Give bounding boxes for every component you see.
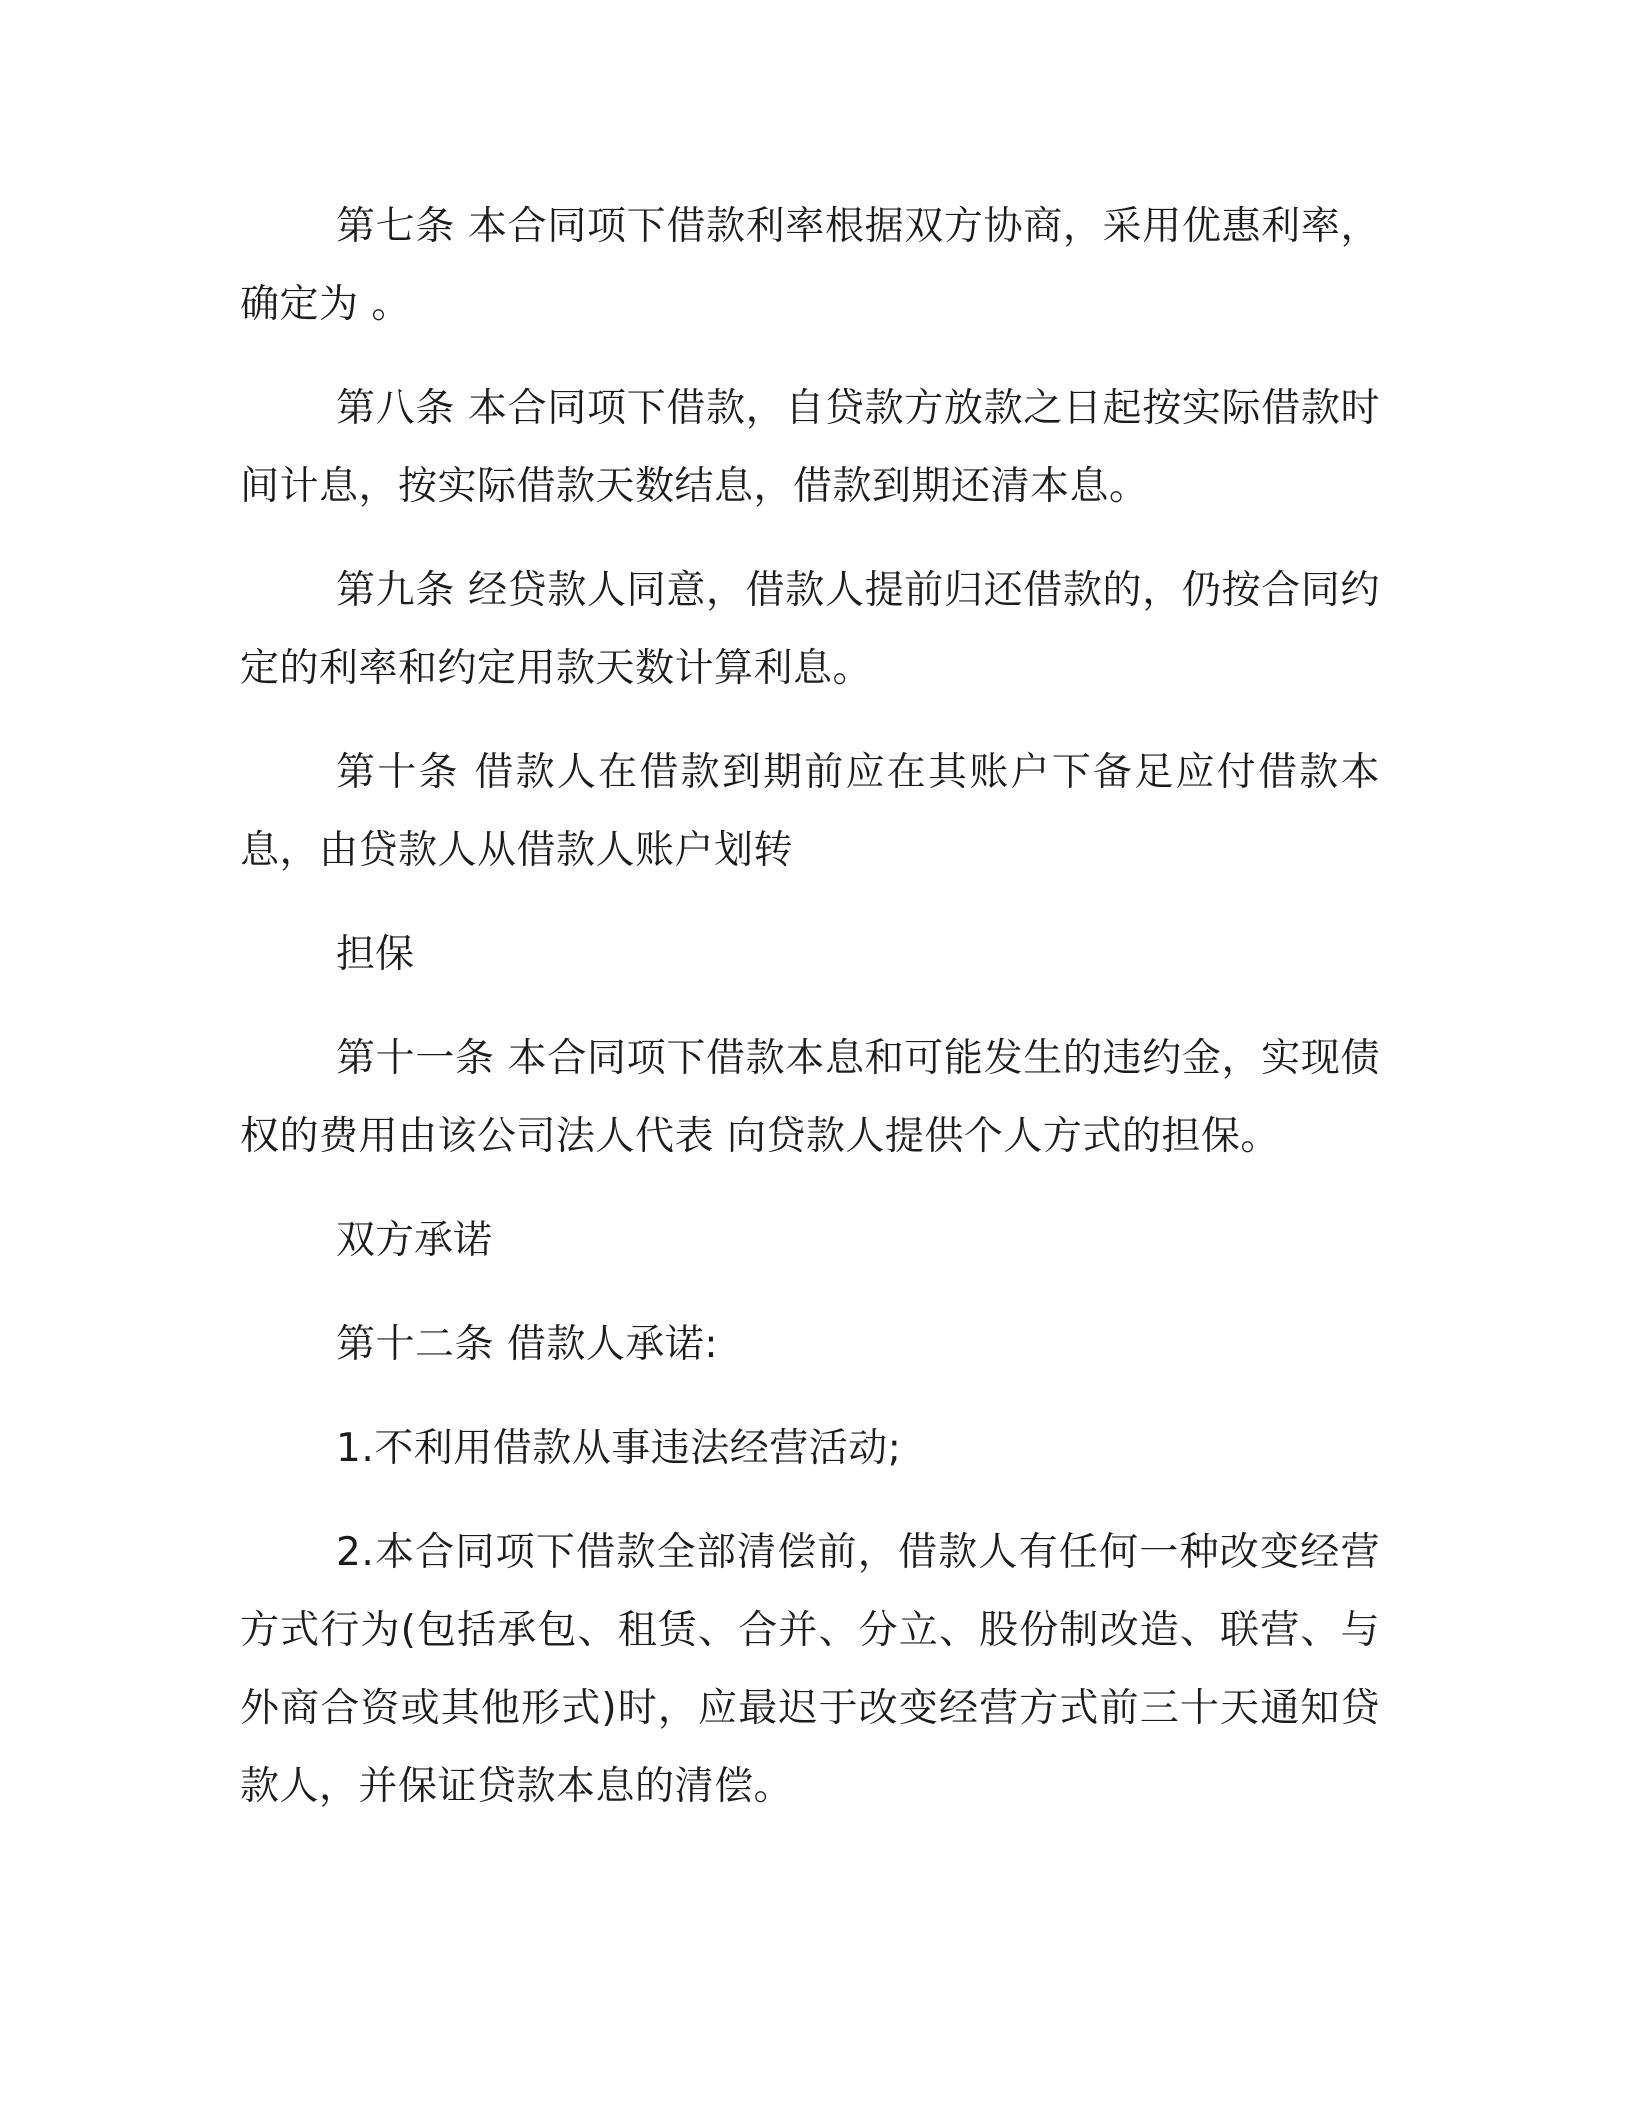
document-page [240, 188, 1380, 1852]
article-11: 第十一条 本合同项下借款本息和可能发生的违约金，实现债权的费用由该公司法人代表 向贷款人提供个人方式的担保。 [240, 1036, 1380, 1159]
article-12: 第十二条 借款人承诺: [336, 1322, 719, 1367]
article-10: 第十条 借款人在借款到期前应在其账户下备足应付借款本息，由贷款人从借款人账户划转 [240, 750, 1380, 873]
section-heading-commitments: 双方承诺 [336, 1218, 493, 1263]
section-heading-guarantee: 担保 [336, 932, 415, 977]
commitment-item-1: 1.不利用借款从事违法经营活动; [336, 1426, 902, 1471]
article-9: 第九条 经贷款人同意，借款人提前归还借款的，仍按合同约定的利率和约定用款天数计算利息。 [240, 568, 1380, 691]
commitment-item-2: 2.本合同项下借款全部清偿前，借款人有任何一种改变经营方式行为(包括承包、租赁、合并、分立、股份制改造、联营、与外商合资或其他形式)时，应最迟于改变经营方式前三十天通知贷款人，并保证贷款本息的清偿。 [240, 1530, 1380, 1809]
article-7: 第七条 本合同项下借款利率根据双方协商，采用优惠利率，确定为 。 [240, 204, 1380, 327]
article-8: 第八条 本合同项下借款，自贷款方放款之日起按实际借款时间计息，按实际借款天数结息，借款到期还清本息。 [240, 386, 1380, 509]
